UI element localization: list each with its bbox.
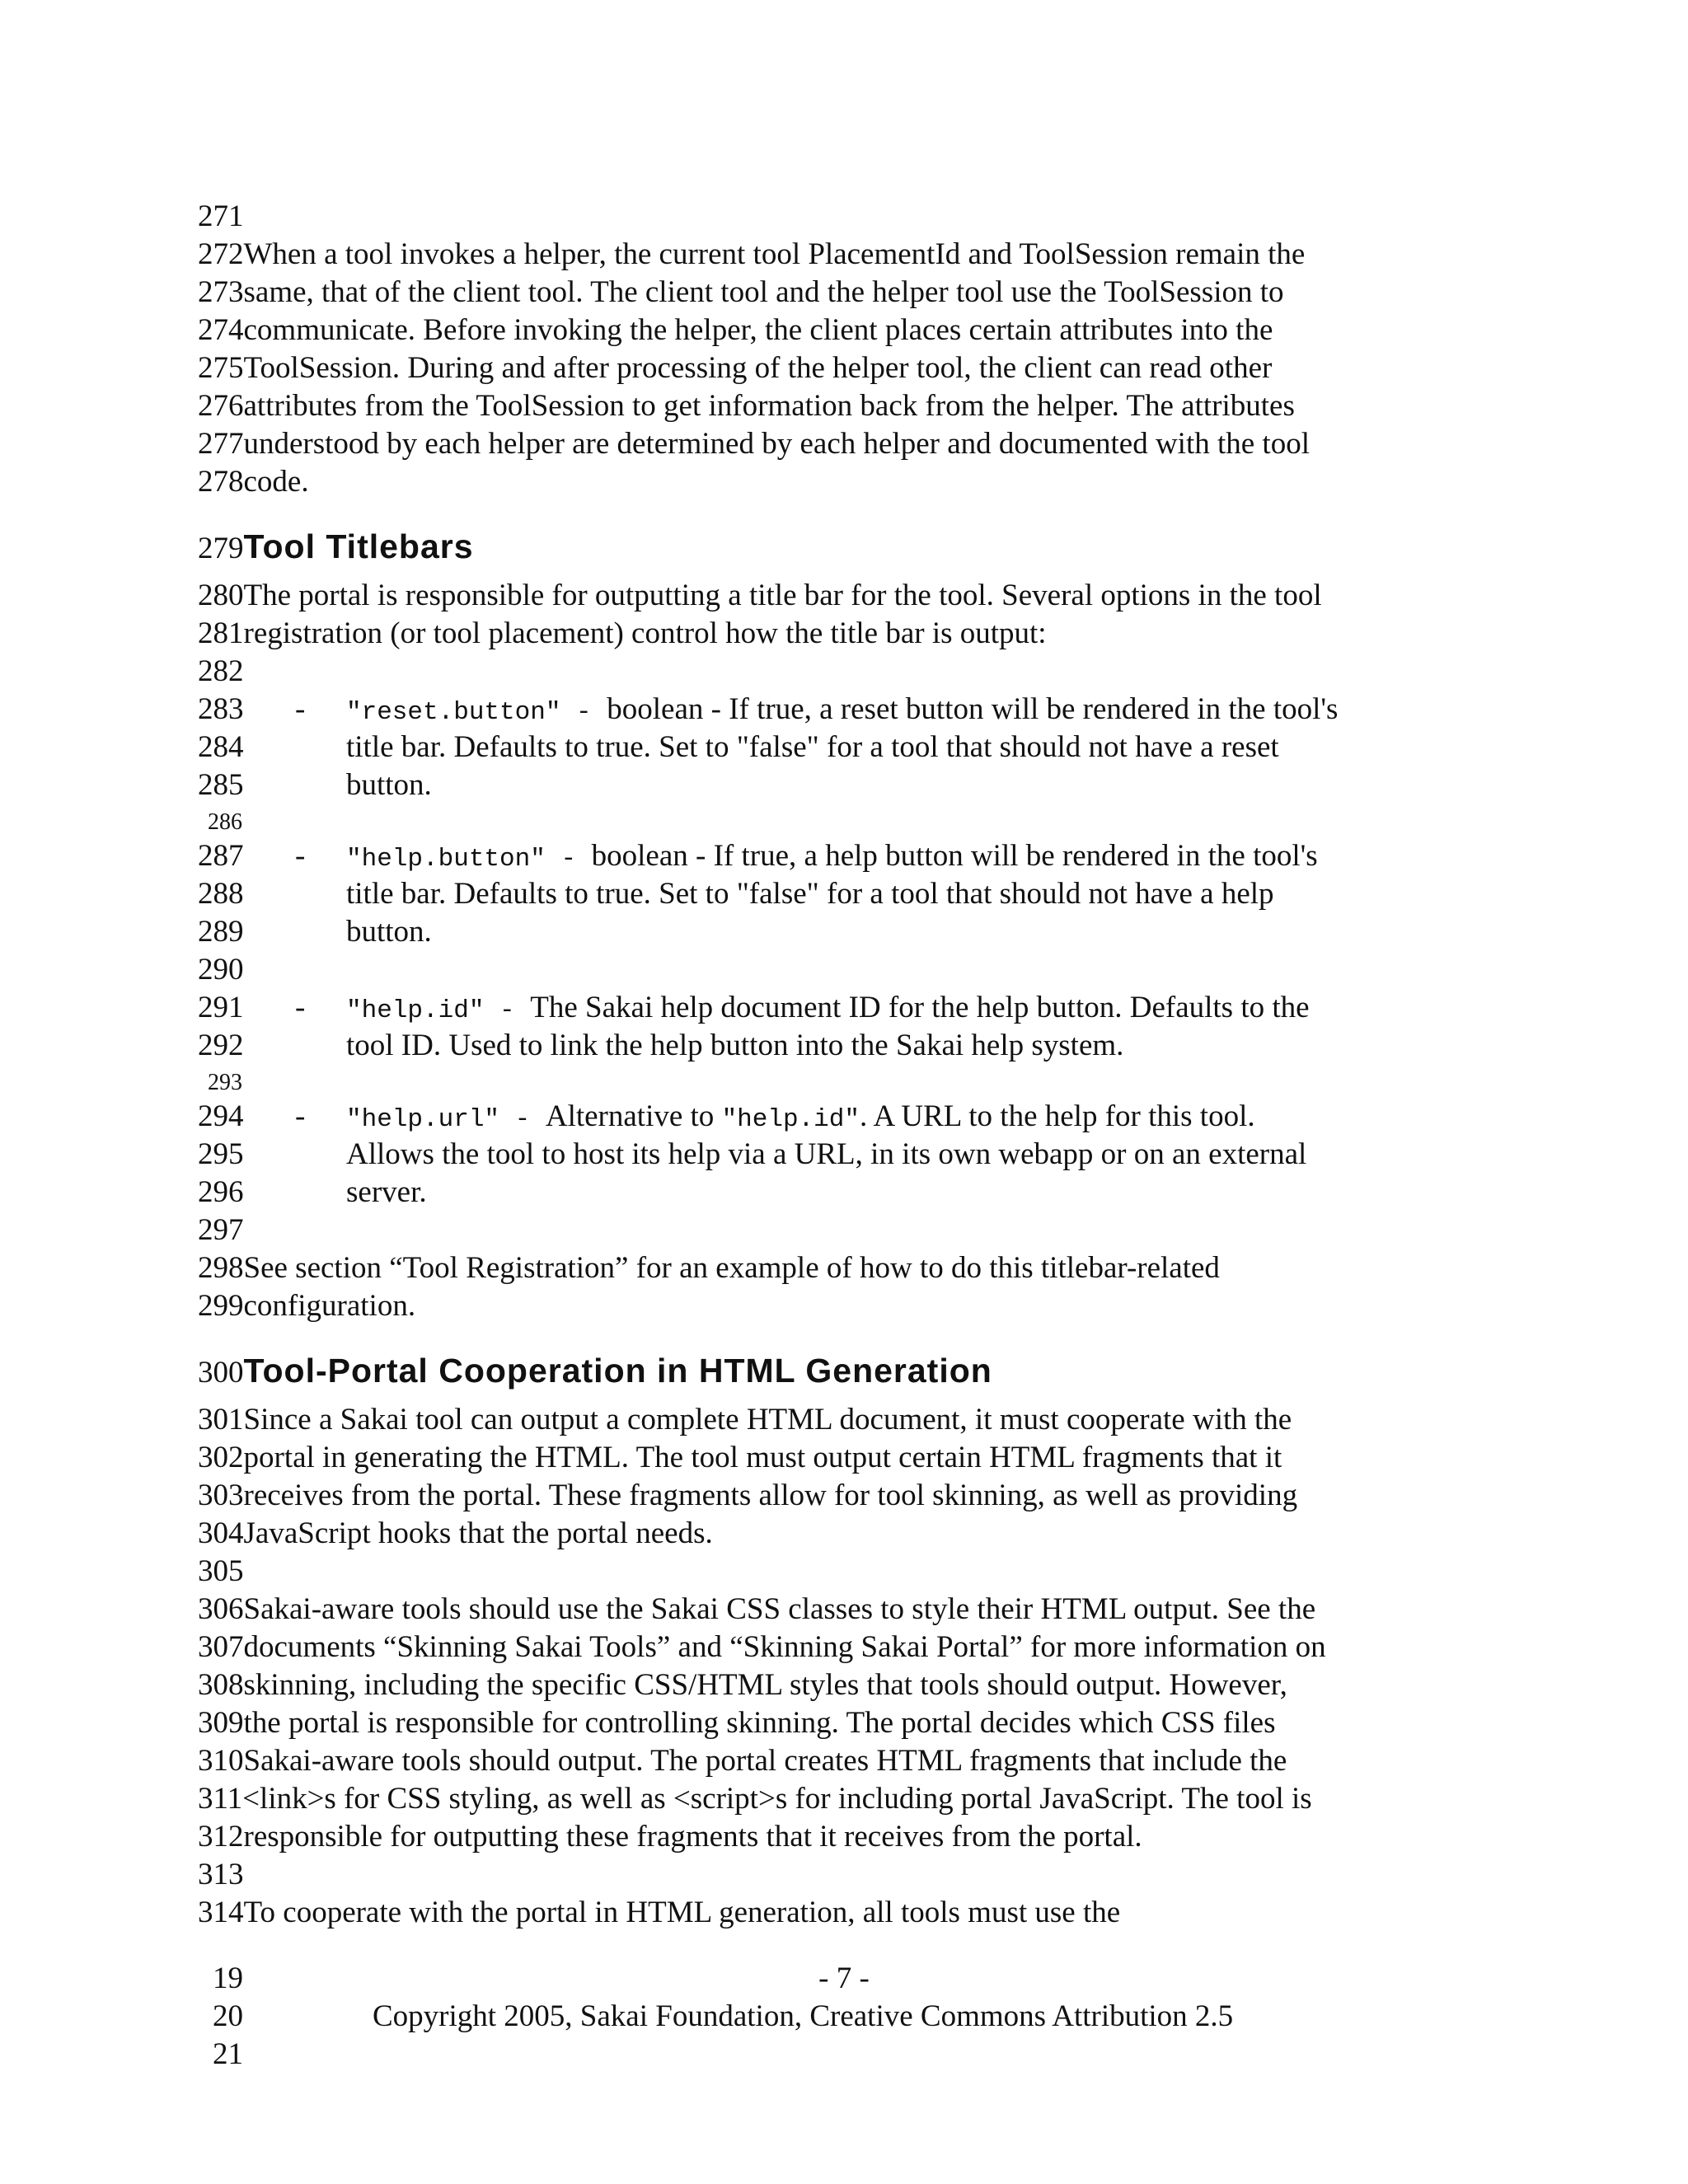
text-line bbox=[198, 1742, 1287, 1780]
line-number-313 bbox=[198, 1856, 244, 1894]
line-text: title bar. Defaults to true. Set to "false" for a tool that should not have a help bbox=[346, 877, 1274, 911]
line-text: title bar. Defaults to true. Set to "false" for a tool that should not have a reset bbox=[346, 730, 1279, 764]
code-text: "help.button" - bbox=[346, 845, 592, 874]
line-number: 312 bbox=[198, 1820, 244, 1854]
line-text: the portal is responsible for controlling skinning. The portal decides which CSS files bbox=[243, 1706, 1276, 1740]
line-number-271 bbox=[198, 198, 244, 236]
line-number: 314 bbox=[198, 1896, 244, 1929]
text-line bbox=[198, 274, 1284, 312]
heading-text: Tool Titlebars bbox=[243, 527, 474, 565]
text-line bbox=[198, 1629, 1326, 1666]
line-number: 281 bbox=[198, 616, 244, 650]
line-number: 273 bbox=[198, 275, 244, 309]
text-line bbox=[198, 349, 1272, 387]
text-line bbox=[198, 615, 1047, 653]
code-text: "help.id" bbox=[721, 1105, 860, 1134]
text-line bbox=[198, 312, 1273, 349]
line-text: documents “Skinning Sakai Tools” and “Skinning Sakai Portal” for more information on bbox=[243, 1630, 1326, 1664]
bullet-dash: - bbox=[295, 991, 306, 1024]
text-line bbox=[198, 1249, 1220, 1287]
line-number: 280 bbox=[198, 579, 244, 612]
line-number: 271 bbox=[198, 199, 244, 233]
line-text: attributes from the ToolSession to get information back from the helper. The attributes bbox=[243, 389, 1295, 423]
line-text: server. bbox=[346, 1175, 427, 1209]
line-number: 307 bbox=[198, 1630, 244, 1664]
text-line bbox=[198, 1439, 1282, 1477]
footer-line-number: 20 bbox=[213, 1999, 243, 2033]
text-line bbox=[198, 1780, 1312, 1818]
line-number: 285 bbox=[198, 768, 244, 802]
bullet-dash: - bbox=[295, 692, 306, 726]
line-number-305 bbox=[198, 1553, 244, 1591]
text-line bbox=[198, 463, 309, 501]
line-text: The Sakai help document ID for the help button. Defaults to the bbox=[530, 991, 1310, 1024]
line-number: 284 bbox=[198, 730, 244, 764]
code-text: "help.id" - bbox=[346, 996, 531, 1025]
line-text: . A URL to the help for this tool. bbox=[860, 1099, 1255, 1133]
line-number: 313 bbox=[198, 1858, 244, 1891]
line-number: 293 bbox=[208, 1070, 242, 1095]
line-number: 289 bbox=[198, 915, 244, 949]
line-text: registration (or tool placement) control how the title bar is output: bbox=[243, 616, 1047, 650]
line-number: 302 bbox=[198, 1441, 244, 1474]
text-line bbox=[198, 1894, 1120, 1932]
line-number: 286 bbox=[208, 809, 242, 835]
line-number: 310 bbox=[198, 1744, 244, 1778]
line-text: Sakai-aware tools should use the Sakai CSS classes to style their HTML output. See the bbox=[243, 1592, 1316, 1626]
footer-line-number: 19 bbox=[213, 1961, 243, 1995]
line-text: ToolSession. During and after processing of the helper tool, the client can read other bbox=[243, 351, 1273, 385]
line-number: 291 bbox=[198, 991, 244, 1024]
line-text: To cooperate with the portal in HTML generation, all tools must use the bbox=[243, 1896, 1121, 1929]
line-number: 300 bbox=[198, 1356, 244, 1390]
line-text: When a tool invokes a helper, the current tool PlacementId and ToolSession remain the bbox=[243, 237, 1306, 271]
line-text: Since a Sakai tool can output a complete HTML document, it must cooperate with the bbox=[243, 1403, 1292, 1436]
line-text: Allows the tool to host its help via a URL, in its own webapp or on an external bbox=[346, 1137, 1307, 1171]
line-number: 277 bbox=[198, 427, 244, 461]
line-text: The portal is responsible for outputting a title bar for the tool. Several options in the tool bbox=[243, 579, 1322, 612]
line-text: button. bbox=[346, 915, 432, 949]
line-number: 299 bbox=[198, 1289, 244, 1323]
text-line bbox=[198, 1515, 713, 1553]
bullet-item-help-button bbox=[346, 837, 1318, 875]
line-number: 309 bbox=[198, 1706, 244, 1740]
text-line bbox=[198, 1818, 1142, 1856]
line-text: tool ID. Used to link the help button into the Sakai help system. bbox=[346, 1029, 1124, 1062]
line-number: 282 bbox=[198, 654, 244, 688]
line-text: Alternative to bbox=[545, 1099, 722, 1133]
page-number: - 7 - bbox=[818, 1961, 870, 1995]
line-number: 288 bbox=[198, 877, 244, 911]
text-line bbox=[198, 1591, 1315, 1629]
footer-line-number: 21 bbox=[213, 2037, 243, 2071]
line-text: See section “Tool Registration” for an example of how to do this titlebar-related bbox=[243, 1251, 1220, 1285]
line-number: 304 bbox=[198, 1516, 244, 1550]
line-text: <link>s for CSS styling, as well as <script>s for including portal JavaScript. The tool is bbox=[242, 1782, 1312, 1816]
line-number: 305 bbox=[198, 1554, 244, 1588]
text-line bbox=[198, 387, 1295, 425]
text-line bbox=[198, 425, 1310, 463]
line-number: 274 bbox=[198, 313, 244, 347]
line-number: 294 bbox=[198, 1099, 244, 1133]
line-number: 276 bbox=[198, 389, 244, 423]
copyright-notice: Copyright 2005, Sakai Foundation, Creative Commons Attribution 2.5 bbox=[373, 1999, 1234, 2033]
text-line bbox=[198, 1287, 415, 1325]
bullet-item-reset-button bbox=[346, 691, 1338, 729]
line-number: 298 bbox=[198, 1251, 244, 1285]
line-number-282 bbox=[198, 653, 244, 691]
line-text: configuration. bbox=[243, 1289, 416, 1323]
line-text: skinning, including the specific CSS/HTML styles that tools should output. However, bbox=[243, 1668, 1287, 1702]
line-text: code. bbox=[243, 465, 309, 499]
line-number: 308 bbox=[198, 1668, 244, 1702]
text-line bbox=[198, 1666, 1287, 1704]
text-line bbox=[198, 1704, 1275, 1742]
line-number: 301 bbox=[198, 1403, 244, 1436]
section-heading-tool-titlebars bbox=[198, 527, 474, 565]
line-number: 297 bbox=[198, 1213, 244, 1247]
line-text: receives from the portal. These fragments allow for tool skinning, as well as providing bbox=[243, 1479, 1298, 1512]
line-number: 292 bbox=[198, 1029, 244, 1062]
line-text: communicate. Before invoking the helper, the client places certain attributes into the bbox=[243, 313, 1273, 347]
line-number: 287 bbox=[198, 839, 244, 873]
line-text: button. bbox=[346, 768, 432, 802]
line-text: understood by each helper are determined by each helper and documented with the tool bbox=[243, 427, 1310, 461]
code-text: "reset.button" - bbox=[346, 698, 607, 727]
line-number: 306 bbox=[198, 1592, 244, 1626]
code-text: "help.url" - bbox=[346, 1105, 546, 1134]
line-text: Sakai-aware tools should output. The portal creates HTML fragments that include the bbox=[243, 1744, 1287, 1778]
bullet-dash: - bbox=[295, 839, 306, 873]
heading-text: Tool-Portal Cooperation in HTML Generation bbox=[243, 1352, 992, 1390]
text-line bbox=[198, 1477, 1297, 1515]
line-number: 272 bbox=[198, 237, 244, 271]
line-number: 296 bbox=[198, 1175, 244, 1209]
line-number: 275 bbox=[198, 351, 244, 385]
line-number: 303 bbox=[198, 1479, 244, 1512]
text-line bbox=[198, 1401, 1292, 1439]
line-number: 290 bbox=[198, 953, 244, 987]
line-number: 279 bbox=[198, 532, 244, 565]
line-text: boolean - If true, a help button will be rendered in the tool's bbox=[591, 839, 1318, 873]
bullet-item-help-url bbox=[346, 1098, 1255, 1136]
section-heading-tool-portal-cooperation bbox=[198, 1352, 992, 1390]
line-number: 278 bbox=[198, 465, 244, 499]
line-number: 295 bbox=[198, 1137, 244, 1171]
text-line bbox=[198, 577, 1322, 615]
line-text: responsible for outputting these fragments that it receives from the portal. bbox=[243, 1820, 1142, 1854]
bullet-item-help-id bbox=[346, 989, 1310, 1027]
line-text: same, that of the client tool. The client tool and the helper tool use the ToolSession to bbox=[243, 275, 1284, 309]
text-line bbox=[198, 236, 1305, 274]
line-number: 283 bbox=[198, 692, 244, 726]
line-number: 311 bbox=[198, 1782, 243, 1816]
bullet-dash: - bbox=[295, 1099, 306, 1133]
line-text: boolean - If true, a reset button will be rendered in the tool's bbox=[607, 692, 1339, 726]
line-text: JavaScript hooks that the portal needs. bbox=[243, 1516, 713, 1550]
line-text: portal in generating the HTML. The tool must output certain HTML fragments that it bbox=[243, 1441, 1282, 1474]
